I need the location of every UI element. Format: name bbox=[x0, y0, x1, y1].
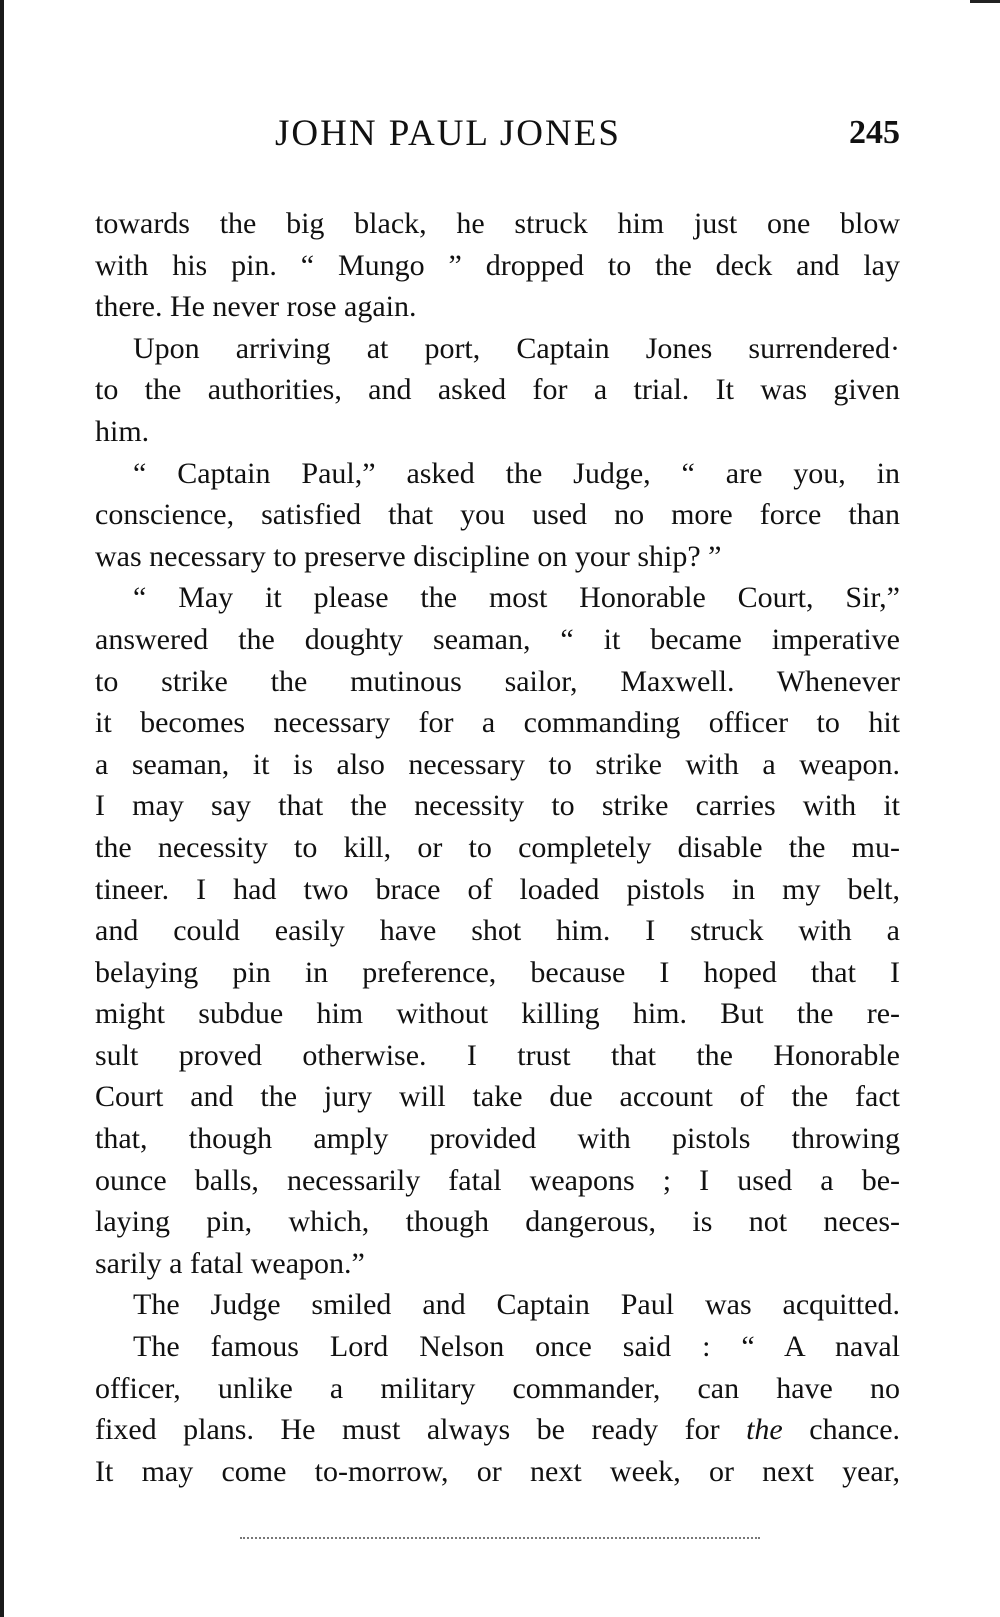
page-header bbox=[95, 112, 900, 162]
text-line: laying pin, which, though dangerous, is not neces- bbox=[95, 1205, 900, 1239]
body-text bbox=[95, 203, 900, 1492]
text-line: sarily a fatal weapon.” bbox=[95, 1246, 365, 1280]
running-title: JOHN PAUL JONES bbox=[275, 113, 621, 154]
text-line: conscience, satisfied that you used no more force than bbox=[95, 498, 900, 532]
text-segment: chance. bbox=[809, 1413, 900, 1447]
text-line: might subdue him without killing him. But the re- bbox=[95, 997, 900, 1031]
text-line: the necessity to kill, or to completely disable the mu- bbox=[95, 830, 900, 864]
text-line: sult proved otherwise. I trust that the Honorable bbox=[95, 1038, 900, 1072]
text-line: there. He never rose again. bbox=[95, 290, 417, 324]
text-line: that, though amply provided with pistols throwing bbox=[95, 1122, 900, 1156]
scan-top-mark bbox=[970, 0, 1000, 3]
text-line: Upon arriving at port, Captain Jones surrendered· bbox=[133, 331, 900, 365]
page-number: 245 bbox=[849, 114, 900, 151]
text-line: to strike the mutinous sailor, Maxwell. Whenever bbox=[95, 664, 900, 698]
text-segment: fixed plans. He must always be ready for bbox=[95, 1413, 720, 1447]
text-line: “ May it please the most Honorable Court, Sir,” bbox=[133, 581, 900, 615]
text-line: belaying pin in preference, because I hoped that I bbox=[95, 955, 900, 989]
text-line: with his pin. “ Mungo ” dropped to the deck and lay bbox=[95, 248, 900, 282]
text-line: towards the big black, he struck him just one blow bbox=[95, 207, 900, 240]
text-line: it becomes necessary for a commanding officer to hit bbox=[95, 706, 900, 740]
text-line: a seaman, it is also necessary to strike with a weapon. bbox=[95, 747, 900, 781]
text-line: answered the doughty seaman, “ it became imperative bbox=[95, 622, 900, 656]
text-line: The famous Lord Nelson once said : “ A naval bbox=[133, 1330, 900, 1364]
text-line: was necessary to preserve discipline on your ship? ” bbox=[95, 539, 722, 573]
text-line: “ Captain Paul,” asked the Judge, “ are you, in bbox=[133, 456, 900, 490]
footer-scan-marks bbox=[240, 1537, 760, 1543]
text-line: him. bbox=[95, 414, 150, 448]
text-line: It may come to-morrow, or next week, or next year, bbox=[95, 1454, 900, 1488]
text-line: The Judge smiled and Captain Paul was acquitted. bbox=[133, 1288, 900, 1322]
emphasis-word: the bbox=[746, 1413, 783, 1447]
text-line: Court and the jury will take due account of the fact bbox=[95, 1080, 900, 1114]
page-left-edge bbox=[0, 0, 4, 1617]
text-line: and could easily have shot him. I struck with a bbox=[95, 914, 900, 948]
text-line: tineer. I had two brace of loaded pistols in my belt, bbox=[95, 872, 900, 906]
text-line: officer, unlike a military commander, can have no bbox=[95, 1371, 900, 1405]
text-line: ounce balls, necessarily fatal weapons ; I used a be- bbox=[95, 1163, 900, 1197]
text-line: I may say that the necessity to strike carries with it bbox=[95, 789, 900, 823]
text-line-with-emphasis bbox=[95, 1409, 900, 1451]
text-line: to the authorities, and asked for a trial. It was given bbox=[95, 373, 900, 407]
